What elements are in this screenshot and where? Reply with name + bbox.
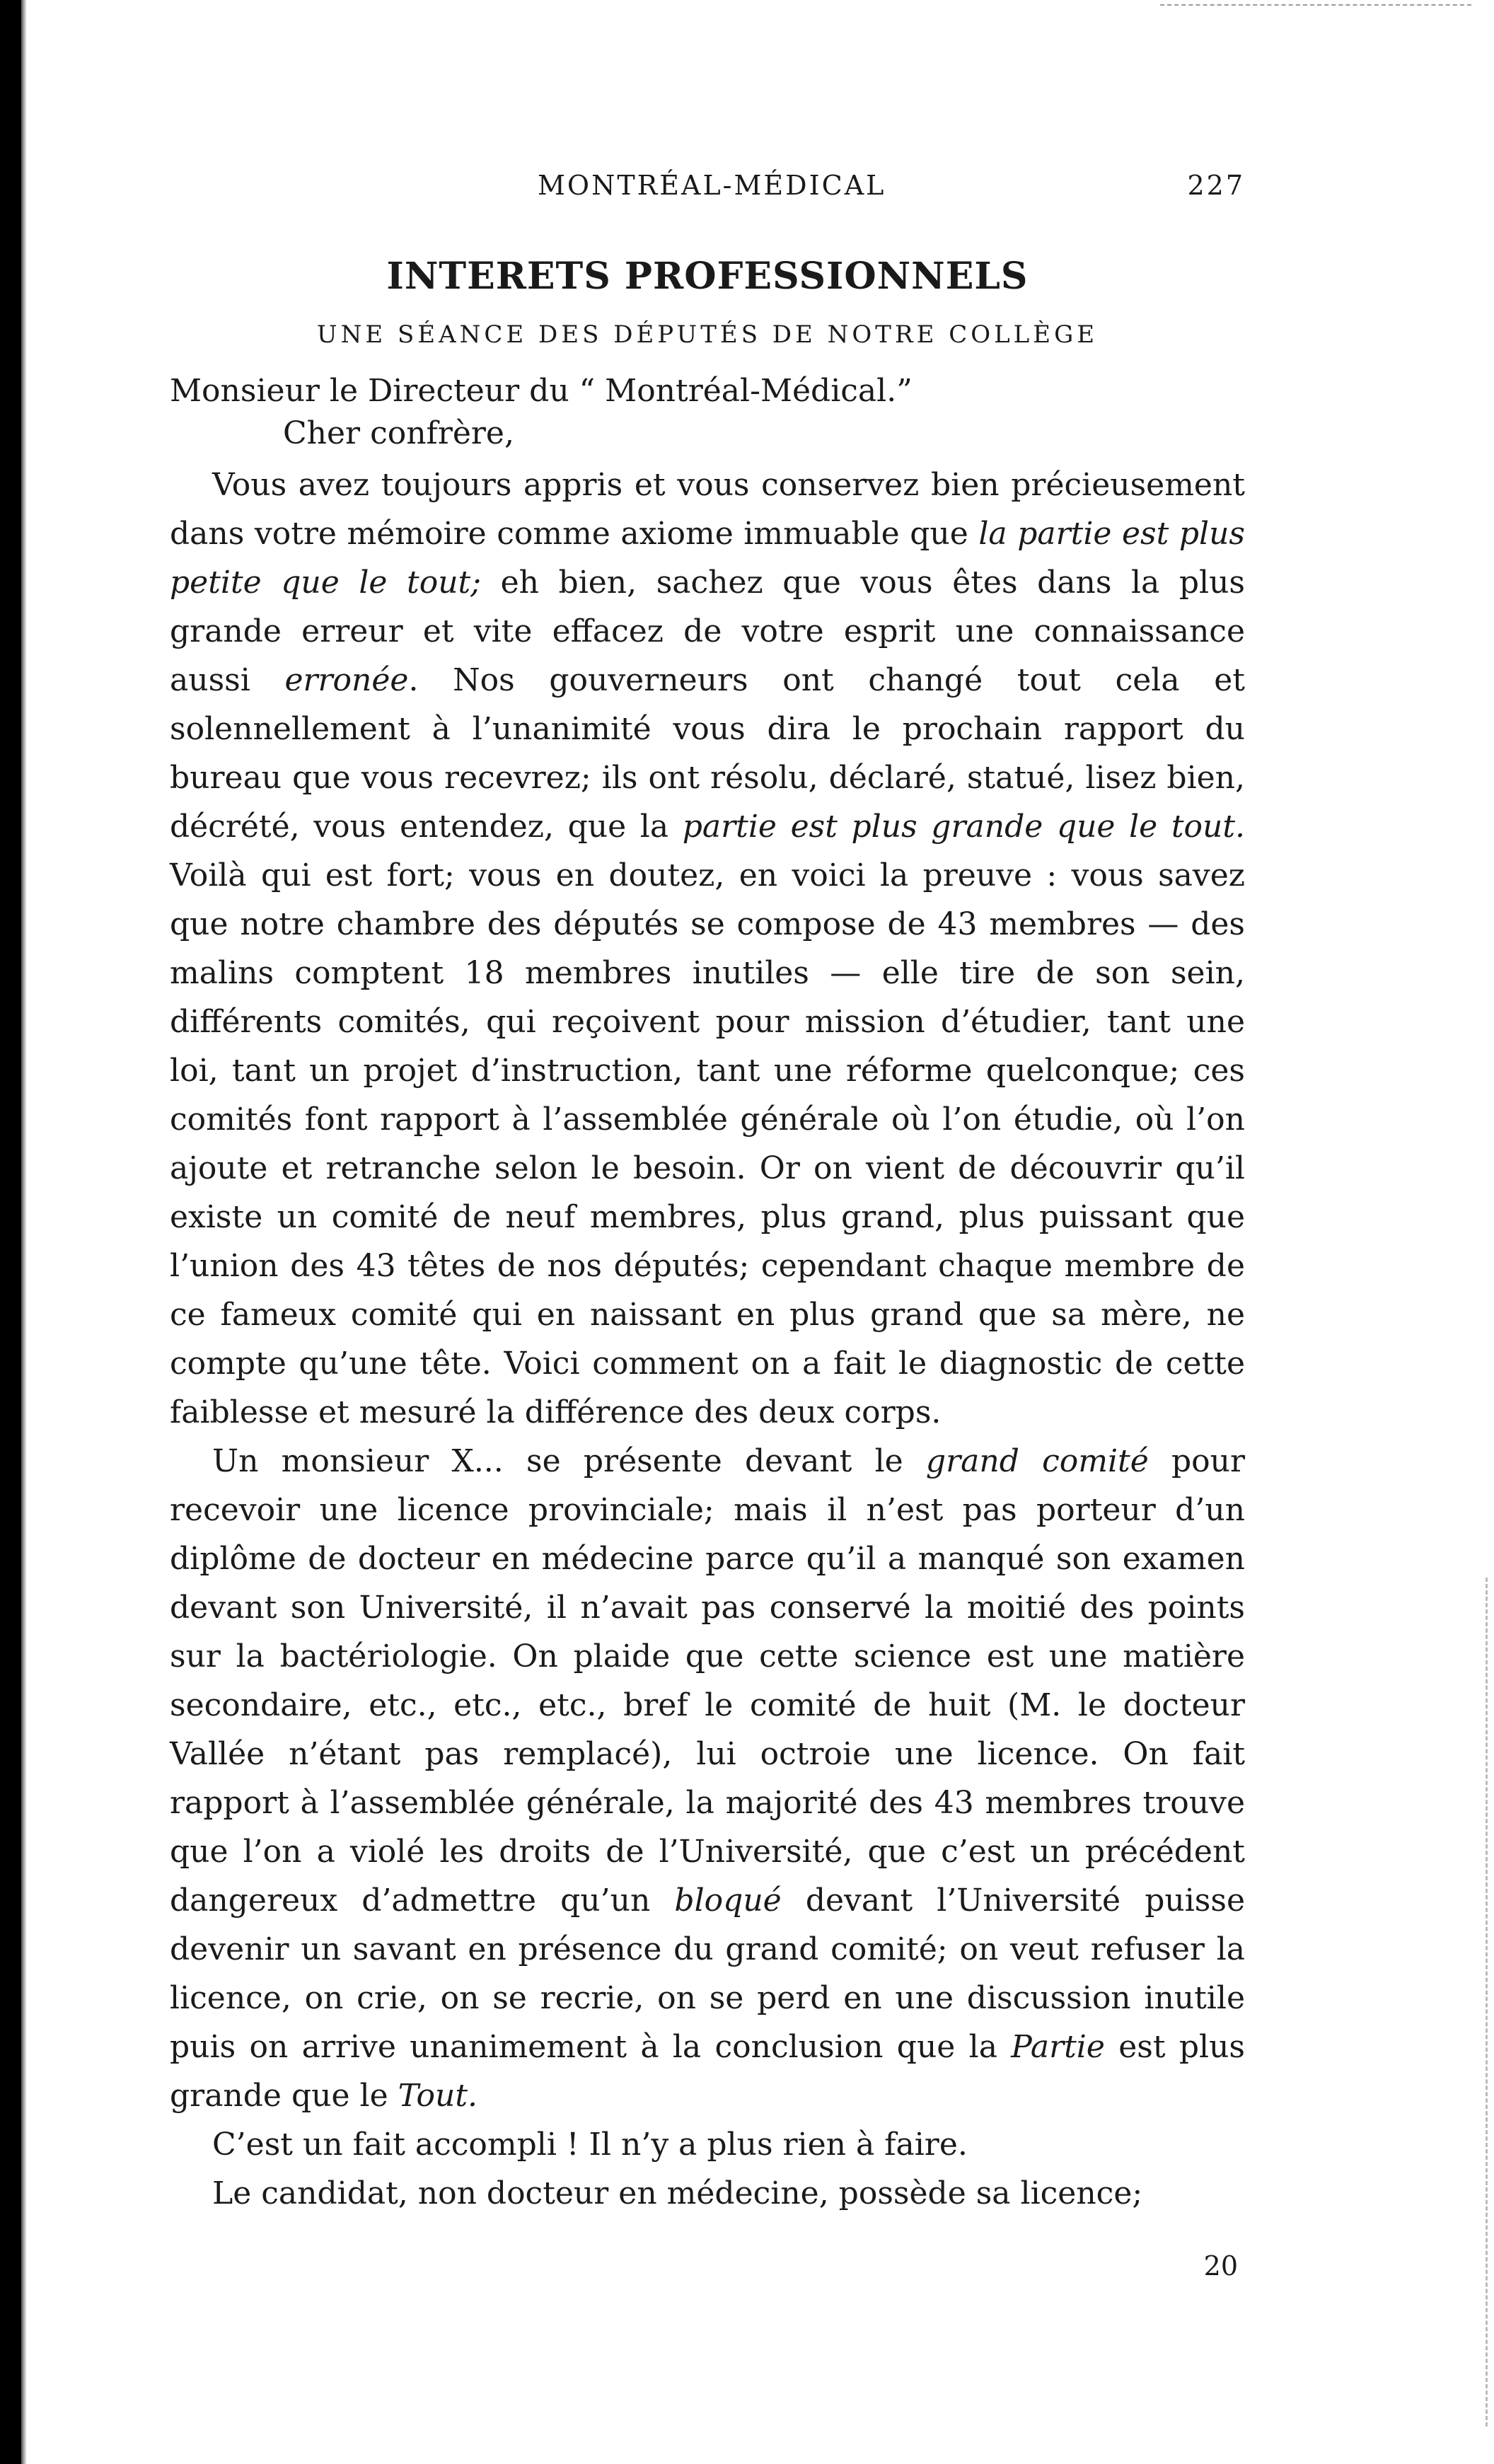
section-subtitle: UNE SÉANCE DES DÉPUTÉS DE NOTRE COLLÈGE [316, 320, 1099, 349]
paragraph [170, 2169, 1245, 2218]
body-text [170, 461, 1245, 2218]
running-head [170, 170, 1245, 212]
page-number: 227 [1187, 170, 1245, 201]
text-run: Le candidat, non docteur en médecine, possède sa licence; [212, 2175, 1143, 2211]
text-run: devant l’Université puisse devenir un savant en présence du grand comité; on veut refuser la licence, on crie, on se recrie, on se perd en une discussion inutile puis on arrive unanimement à la conclusion que la [170, 1882, 1245, 2065]
text-run: . Nos gouverneurs ont changé tout cela et solennellement à l’unanimité vous dira le prochain rapport du bureau que vous recevrez; ils ont résolu, déclaré, statué, lisez bien, décrété, vous entendez, que la [170, 662, 1245, 845]
top-rule [1160, 4, 1471, 6]
italic-text: bloqué [674, 1882, 782, 1919]
text-run: C’est un fait accompli ! Il n’y a plus rien à faire. [212, 2127, 968, 2163]
italic-text: partie est plus grande que le tout. [682, 809, 1246, 845]
salutation: Monsieur le Directeur du “ Montréal-Médical.” [170, 373, 913, 409]
text-run: est plus grande que le [170, 2029, 1245, 2114]
text-run: Vous avez toujours appris et vous conservez bien précieusement dans votre mémoire comme axiome immuable que [170, 467, 1245, 552]
italic-text: Partie [1011, 2029, 1105, 2065]
paragraph [170, 461, 1245, 1437]
scan-edge-shadow [21, 0, 27, 2464]
section-title: INTERETS PROFESSIONNELS [386, 255, 1029, 298]
text-run: eh bien, sachez que vous êtes dans la plus grande erreur et vite effacez de votre esprit une connaissance aussi [170, 565, 1245, 698]
greeting: Cher confrère, [283, 415, 514, 451]
scan-edge-border [0, 0, 21, 2464]
margin-marks [1486, 1578, 1490, 2427]
italic-text: Tout. [398, 2078, 478, 2114]
italic-text: grand comité [925, 1443, 1149, 1479]
signature-number: 20 [1203, 2250, 1238, 2281]
text-run: pour recevoir une licence provinciale; mais il n’est pas porteur d’un diplôme de docteur en médecine parce qu’il a manqué son examen devant son Université, il n’avait pas conservé la moitié des points sur la bactériologie. On plaide que cette science est une matière secondaire, etc., etc., etc., bref le comité de huit (M. le docteur Vallée n’étant pas remplacé), lui octroie une licence. On fait rapport à l’assemblée générale, la majorité des 43 membres trouve que l’on a violé les droits de l’Université, que c’est un précédent dangereux d’admettre qu’un [170, 1443, 1246, 1919]
paragraph [170, 2120, 1245, 2169]
italic-text: erronée [284, 662, 409, 698]
running-head-title: MONTRÉAL-MÉDICAL [538, 170, 886, 201]
page [170, 170, 1246, 2281]
italic-text: la partie est plus petite que le tout; [170, 516, 1245, 601]
text-run: Un monsieur X... se présente devant le [212, 1443, 926, 1479]
paragraph [170, 1437, 1245, 2120]
text-run: Voilà qui est fort; vous en doutez, en voici la preuve : vous savez que notre chambre des députés se compose de 43 membres — des malins comptent 18 membres inutiles — elle tire de son sein, différents comités, qui reçoivent pour mission d’étudier, tant une loi, tant un projet d’instruction, tant une réforme quelconque; ces comités font rapport à l’assemblée générale où l’on étudie, où l’on ajoute et retranche selon le besoin. Or on vient de découvrir qu’il existe un comité de neuf membres, plus grand, plus puissant que l’union des 43 têtes de nos députés; cependant chaque membre de ce fameux comité qui en naissant en plus grand que sa mère, ne compte qu’une tête. Voici comment on a fait le diagnostic de cette faiblesse et mesuré la différence des deux corps. [170, 857, 1245, 1430]
